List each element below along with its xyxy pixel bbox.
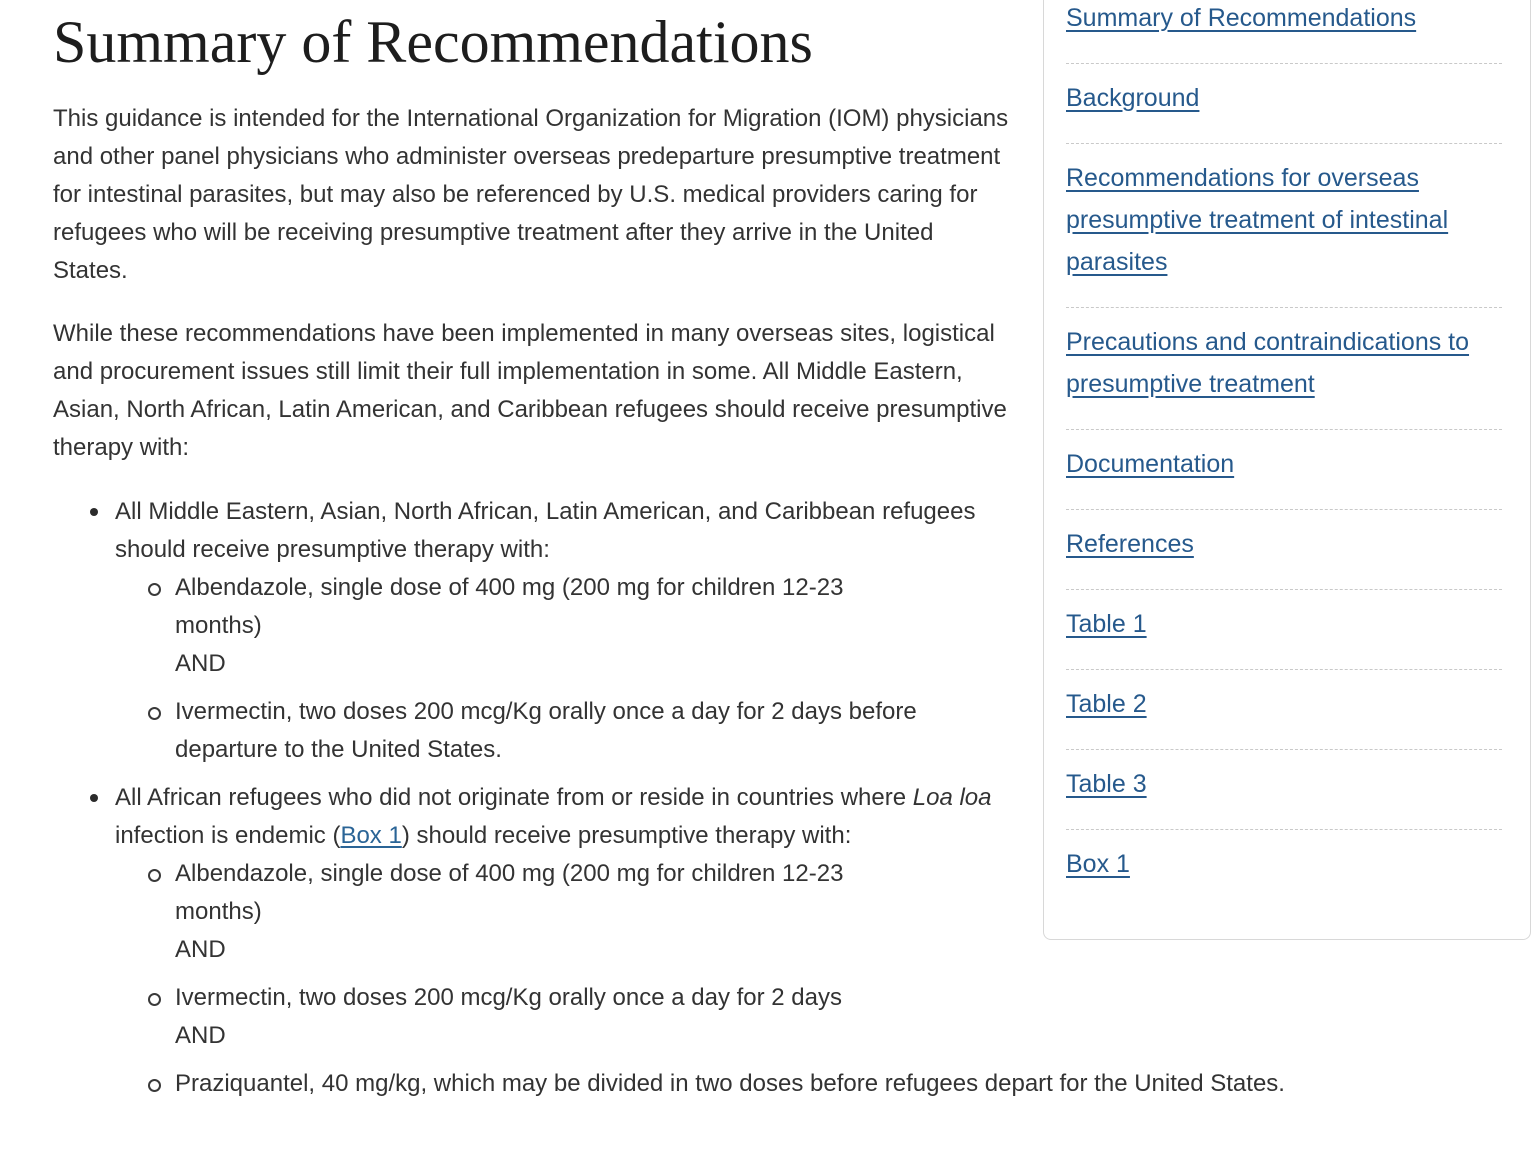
toc-item xyxy=(1066,0,1502,63)
list-subitem xyxy=(115,693,935,769)
toc-item xyxy=(1066,307,1502,429)
toc-link-recommendations-overseas[interactable]: Recommendations for overseas presumptive treatment of intestinal parasites xyxy=(1066,164,1449,276)
toc-link-documentation[interactable]: Documentation xyxy=(1066,450,1235,478)
article xyxy=(0,6,1537,1103)
list-item xyxy=(53,779,1537,1103)
toc-item xyxy=(1066,143,1502,307)
loa-loa-italic: Loa loa xyxy=(912,784,992,811)
subitem-line: Ivermectin, two doses 200 mcg/Kg orally once a day for 2 days before departure to the United States. xyxy=(175,698,917,763)
toc-link-precautions-contraindications[interactable]: Precautions and contraindications to presumptive treatment xyxy=(1066,328,1470,398)
list-subitem xyxy=(115,1065,1537,1103)
toc-link-background[interactable]: Background xyxy=(1066,84,1200,112)
page-title: Summary of Recommendations xyxy=(53,9,813,75)
subitem-line: Praziquantel, 40 mg/kg, which may be divided in two doses before refugees depart for the United States. xyxy=(175,1070,1285,1097)
subitem-line: AND xyxy=(175,936,226,963)
treatment-sublist xyxy=(115,569,1537,769)
list-item-text xyxy=(115,779,1537,855)
treatment-sublist xyxy=(115,855,1537,1103)
list-item xyxy=(53,493,1537,769)
list-item-text: All Middle Eastern, Asian, North African, Latin American, and Caribbean refugees should receive presumptive therapy with: xyxy=(115,498,976,563)
page xyxy=(0,6,1537,1151)
subitem-line: Albendazole, single dose of 400 mg (200 mg for children 12-23 months) xyxy=(175,860,844,925)
toc-link-table-2[interactable]: Table 2 xyxy=(1066,690,1147,718)
subitem-line: AND xyxy=(175,650,226,677)
subitem-line: Ivermectin, two doses 200 mcg/Kg orally once a day for 2 days xyxy=(175,984,842,1011)
subitem-line: AND xyxy=(175,1022,226,1049)
toc-link-summary-of-recommendations[interactable]: Summary of Recommendations xyxy=(1066,4,1417,32)
toc-list xyxy=(1066,0,1502,909)
toc-link-table-1[interactable]: Table 1 xyxy=(1066,610,1147,638)
toc-link-table-3[interactable]: Table 3 xyxy=(1066,770,1147,798)
list-subitem xyxy=(115,855,935,969)
intro-paragraph: This guidance is intended for the International Organization for Migration (IOM) physicians and other panel physicians who administer overseas predeparture presumptive treatment for intestinal parasites, but may also be referenced by U.S. medical providers caring for refugees who will be receiving presumptive treatment after they arrive in the United States. xyxy=(53,105,1009,284)
box-1-link[interactable]: Box 1 xyxy=(340,822,402,849)
text-segment: ) should receive presumptive therapy with: xyxy=(401,822,852,849)
text-segment: infection is endemic ( xyxy=(115,822,341,849)
list-subitem xyxy=(115,979,935,1055)
list-subitem xyxy=(115,569,935,683)
toc-link-references[interactable]: References xyxy=(1066,530,1194,558)
toc-item xyxy=(1066,63,1502,143)
context-paragraph: While these recommendations have been implemented in many overseas sites, logistical and procurement issues still limit their full implementation in some. All Middle Eastern, Asian, North African, Latin American, and Caribbean refugees should receive presumptive therapy with: xyxy=(53,320,1007,461)
subitem-line: Albendazole, single dose of 400 mg (200 mg for children 12-23 months) xyxy=(175,574,844,639)
text-segment: All African refugees who did not originate from or reside in countries where xyxy=(115,784,913,811)
toc-link-box-1[interactable]: Box 1 xyxy=(1066,850,1130,878)
recommendations-list xyxy=(53,493,1537,1103)
